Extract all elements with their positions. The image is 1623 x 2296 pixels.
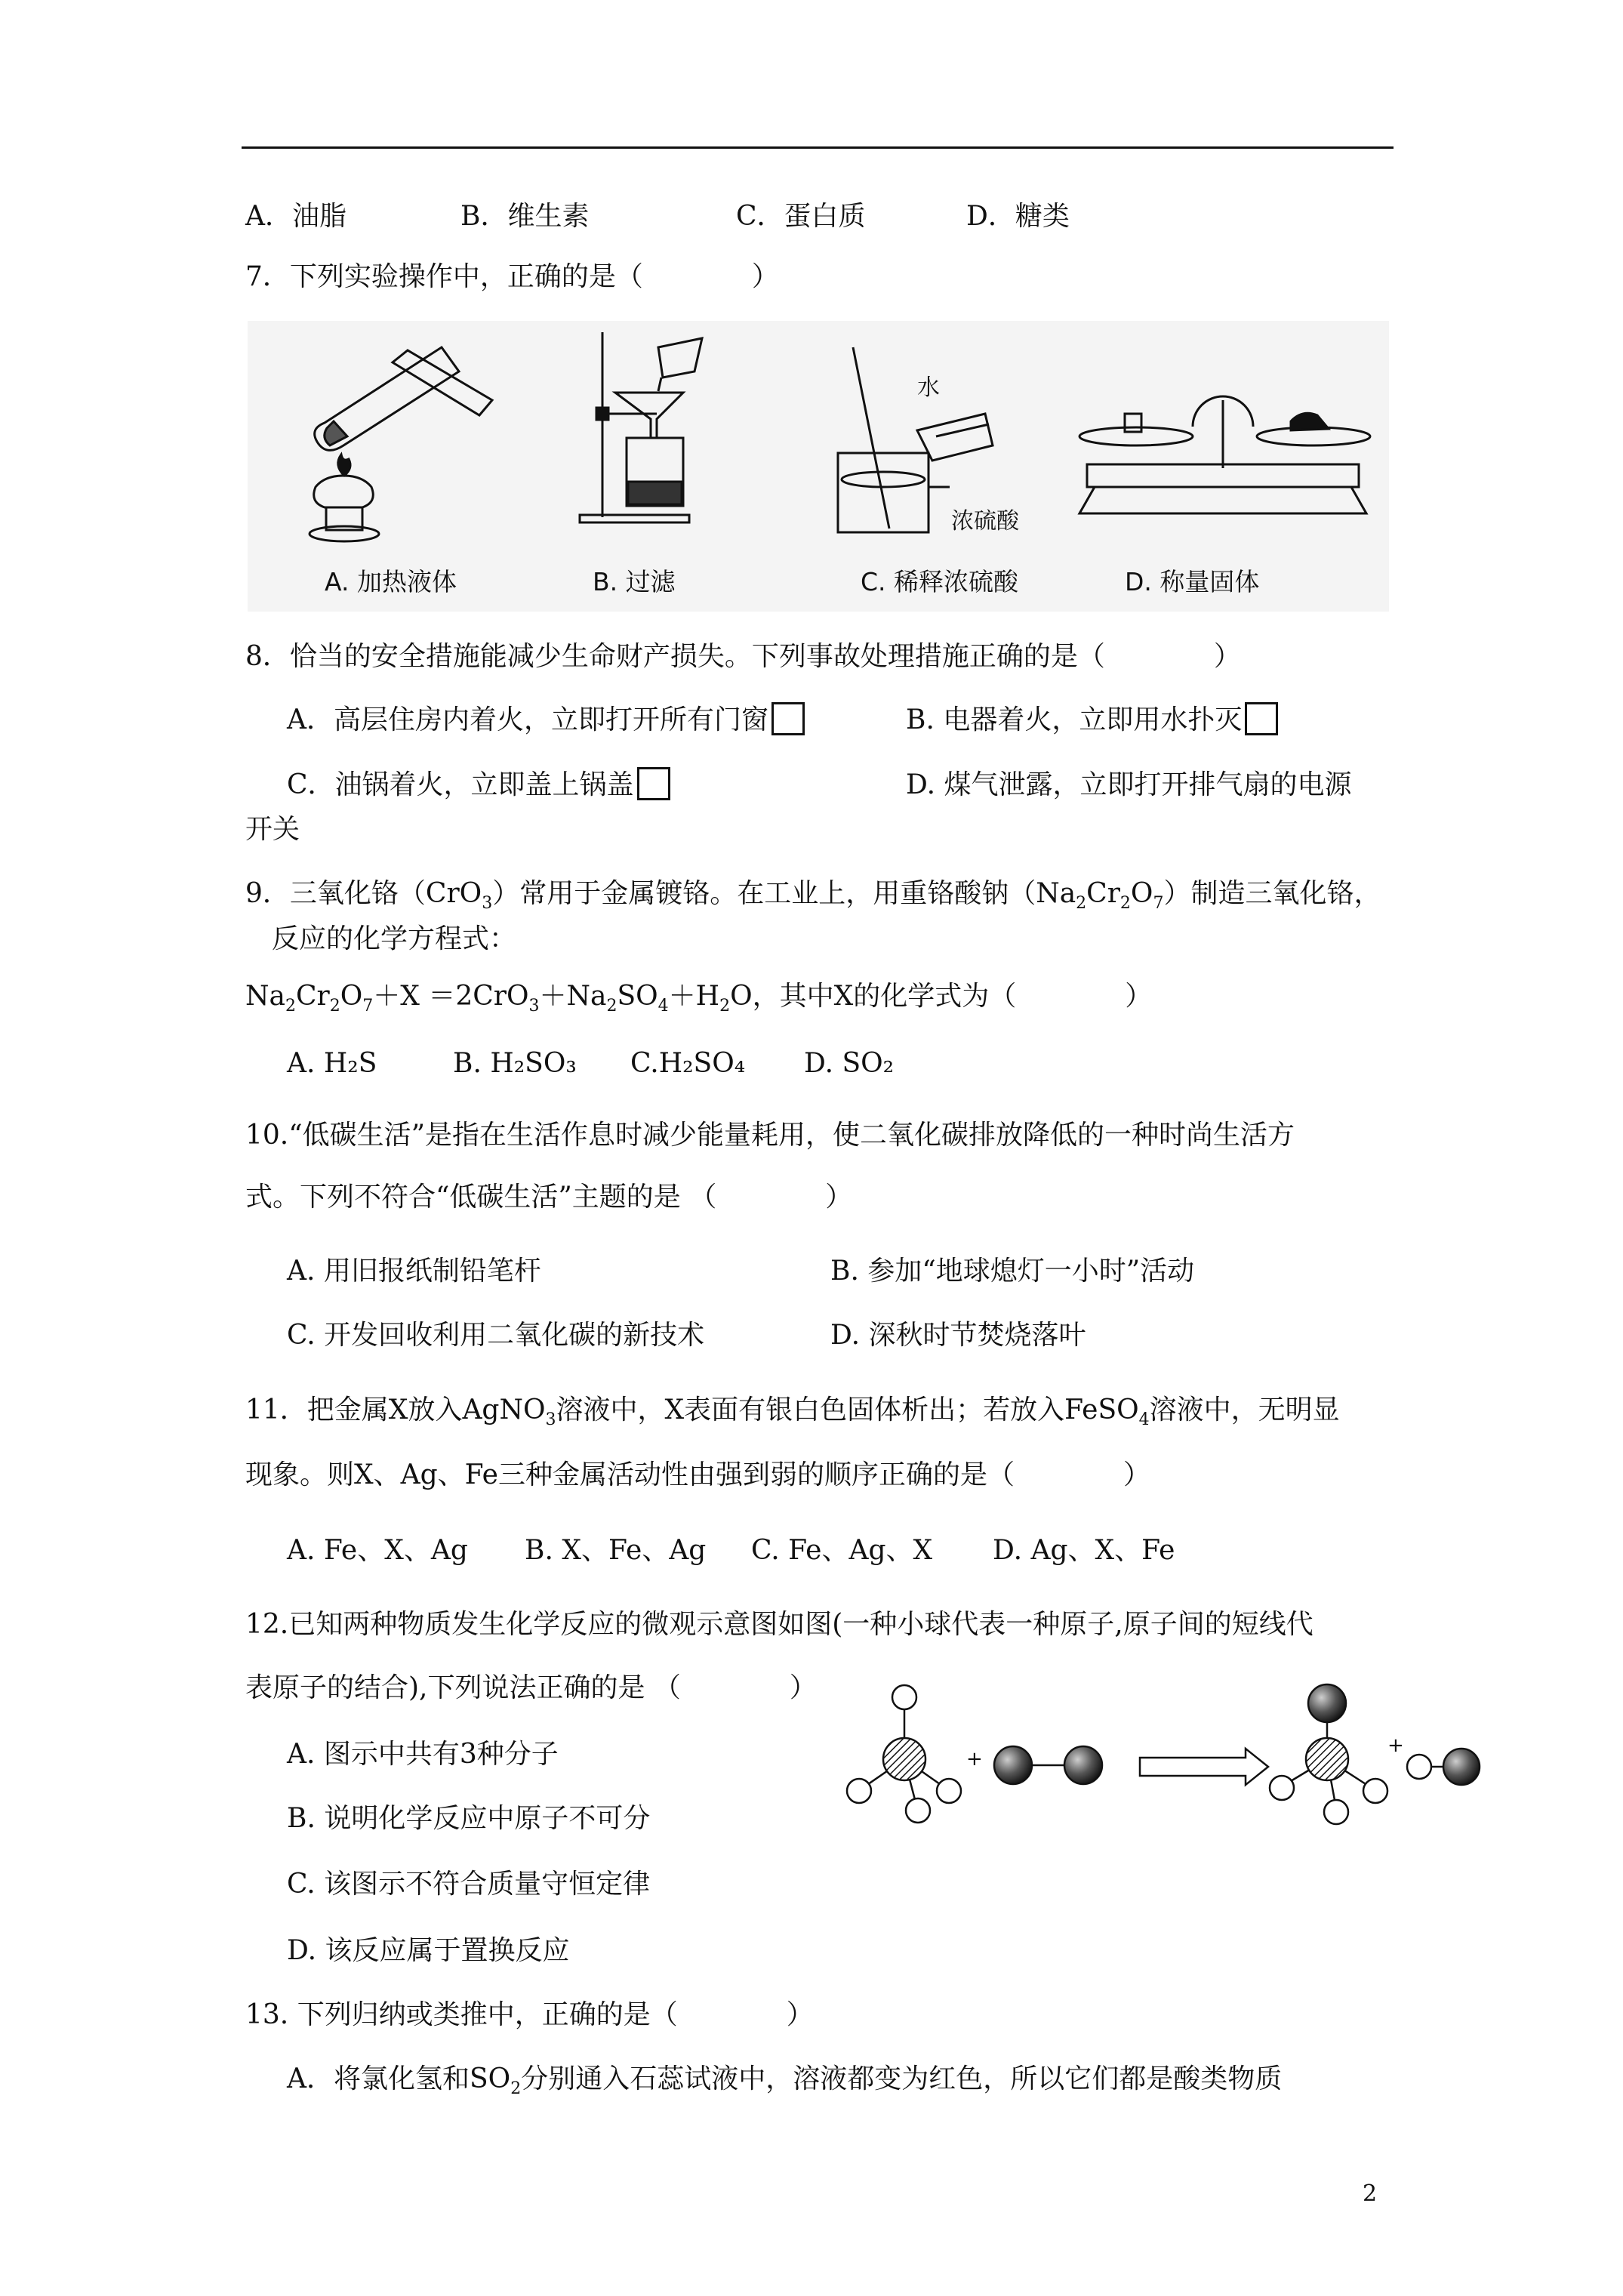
q11-stem-line1: 11．把金属X放入AgNO$_3$溶液中，X表面有银白色固体析出；若放入FeSO$_4$溶液中，无明显 <box>245 1395 1340 1429</box>
svg-text:+: + <box>1387 1734 1404 1757</box>
q9-option-d: D. SO₂ <box>804 1048 895 1079</box>
q8-option-b-line <box>906 702 1278 738</box>
acid-label: 浓硫酸 <box>951 508 1019 535</box>
q7-stem: 7．下列实验操作中，正确的是（ ） <box>245 261 779 292</box>
svg-text:+: + <box>966 1748 983 1771</box>
q9-equation: $Na_2Cr_2O_7+X =2CrO_3+Na_2SO_4+H_2O$，其中X的化学式为（ ） <box>245 981 1153 1015</box>
answer-box <box>771 702 805 735</box>
q13-stem: 13. 下列归纳或类推中，正确的是（ ） <box>245 1999 814 2030</box>
q9-equation-tail: ，其中X的化学式为（ ） <box>752 981 1153 1012</box>
q6-option-a: A．油脂 <box>245 201 346 232</box>
q8-option-c: C．油锅着火，立即盖上锅盖 <box>287 769 634 800</box>
q10-stem-line2: 式。下列不符合“低碳生活”主题的是 （ ） <box>245 1182 853 1213</box>
q8-option-d: D. 煤气泄露，立即打开排气扇的电源 <box>906 769 1352 800</box>
q12-stem-line2: 表原子的结合),下列说法正确的是 （ ） <box>245 1672 817 1703</box>
q8-option-a: A．高层住房内着火，立即打开所有门窗 <box>287 704 768 735</box>
page-number: 2 <box>1363 2180 1378 2207</box>
q11-option-d: D. Ag、X、Fe <box>993 1535 1175 1566</box>
q13-option-a <box>287 2061 1282 2107</box>
subscript: 2 <box>510 2079 522 2098</box>
q13-option-a-part: 分别通入石蕊试液中，溶液都变为红色，所以它们都是酸类物质 <box>521 2063 1283 2094</box>
q8-option-c-line <box>287 767 670 803</box>
heating-liquid-illustration <box>279 332 506 551</box>
q7-caption-a: A. 加热液体 <box>325 567 457 596</box>
q12-option-d: D. 该反应属于置换反应 <box>287 1935 570 1966</box>
subscript: 3 <box>545 1410 556 1429</box>
subscript: 2 <box>1076 894 1087 913</box>
q12-option-a: A. 图示中共有3种分子 <box>287 1739 559 1770</box>
q9-stem-part: ）常用于金属镀铬。在工业上，用重铬酸钠（Na <box>492 878 1076 909</box>
q9-stem-line1: 9．三氧化铬（CrO$_3$）常用于金属镀铬。在工业上，用重铬酸钠$(Na_2Cr_2O_7)$制造三氧化铬， <box>245 878 1381 913</box>
subscript: 7 <box>1153 894 1164 913</box>
answer-box <box>637 767 670 800</box>
q6-option-d: D．糖类 <box>966 201 1070 232</box>
q11-option-c: C. Fe、Ag、X <box>751 1535 933 1566</box>
water-label: 水 <box>917 374 940 401</box>
subscript: 2 <box>719 997 731 1015</box>
q7-caption-d: D. 称量固体 <box>1125 567 1260 596</box>
subscript: 2 <box>1119 894 1131 913</box>
q10-option-a: A. 用旧报纸制铅笔杆 <box>287 1256 541 1287</box>
q8-option-b: B. 电器着火，立即用水扑灭 <box>906 704 1243 735</box>
subscript: 3 <box>528 997 540 1015</box>
q12-stem-line1: 12.已知两种物质发生化学反应的微观示意图如图(一种小球代表一种原子,原子间的短线代 <box>245 1609 1313 1640</box>
q9-option-c: C.H₂SO₄ <box>630 1048 746 1079</box>
q9-option-a: A. H₂S <box>287 1048 377 1079</box>
q9-stem-part: 9．三氧化铬（CrO <box>245 878 482 909</box>
q10-option-d: D. 深秋时节焚烧落叶 <box>830 1320 1086 1351</box>
q11-option-a: A. Fe、X、Ag <box>287 1535 468 1566</box>
q8-option-a-line <box>287 702 805 738</box>
q6-option-b: B．维生素 <box>460 201 590 232</box>
subscript: 3 <box>482 894 493 913</box>
q12-option-b: B. 说明化学反应中原子不可分 <box>287 1803 651 1834</box>
q12-option-c: C. 该图示不符合质量守恒定律 <box>287 1869 651 1900</box>
q9-stem-part: ）制造三氧化铬， <box>1163 878 1381 909</box>
q11-stem-line2: 现象。则X、Ag、Fe三种金属活动性由强到弱的顺序正确的是（ ） <box>245 1459 1150 1490</box>
subscript: 4 <box>1138 1410 1150 1429</box>
q10-option-c: C. 开发回收利用二氧化碳的新技术 <box>287 1320 705 1351</box>
q11-option-b: B. X、Fe、Ag <box>525 1535 707 1566</box>
q8-stem: 8．恰当的安全措施能减少生命财产损失。下列事故处理措施正确的是（ ） <box>245 641 1241 672</box>
subscript: 2 <box>329 997 340 1015</box>
subscript: 2 <box>285 997 296 1015</box>
q8-option-d-continued: 开关 <box>245 814 300 845</box>
answer-box <box>1245 702 1278 735</box>
q13-option-a-part: A．将氯化氢和SO <box>287 2063 511 2094</box>
balance-illustration <box>1072 393 1374 529</box>
q9-option-b: B. H₂SO₃ <box>453 1048 577 1079</box>
q7-caption-c: C. 稀释浓硫酸 <box>861 567 1019 596</box>
subscript: 7 <box>362 997 374 1015</box>
q6-option-c: C．蛋白质 <box>736 201 866 232</box>
q7-caption-b: B. 过滤 <box>593 567 676 596</box>
reaction-diagram <box>838 1676 1487 1857</box>
subscript: 4 <box>658 997 669 1015</box>
filtration-illustration <box>574 325 710 529</box>
q10-option-b: B. 参加“地球熄灯一小时”活动 <box>830 1256 1195 1287</box>
header-rule <box>242 146 1394 149</box>
q9-stem-line2: 反应的化学方程式： <box>272 923 517 954</box>
q10-stem-line1: 10.“低碳生活”是指在生活作息时减少能量耗用，使二氧化碳排放降低的一种时尚生活方 <box>245 1120 1295 1151</box>
subscript: 2 <box>606 997 617 1015</box>
